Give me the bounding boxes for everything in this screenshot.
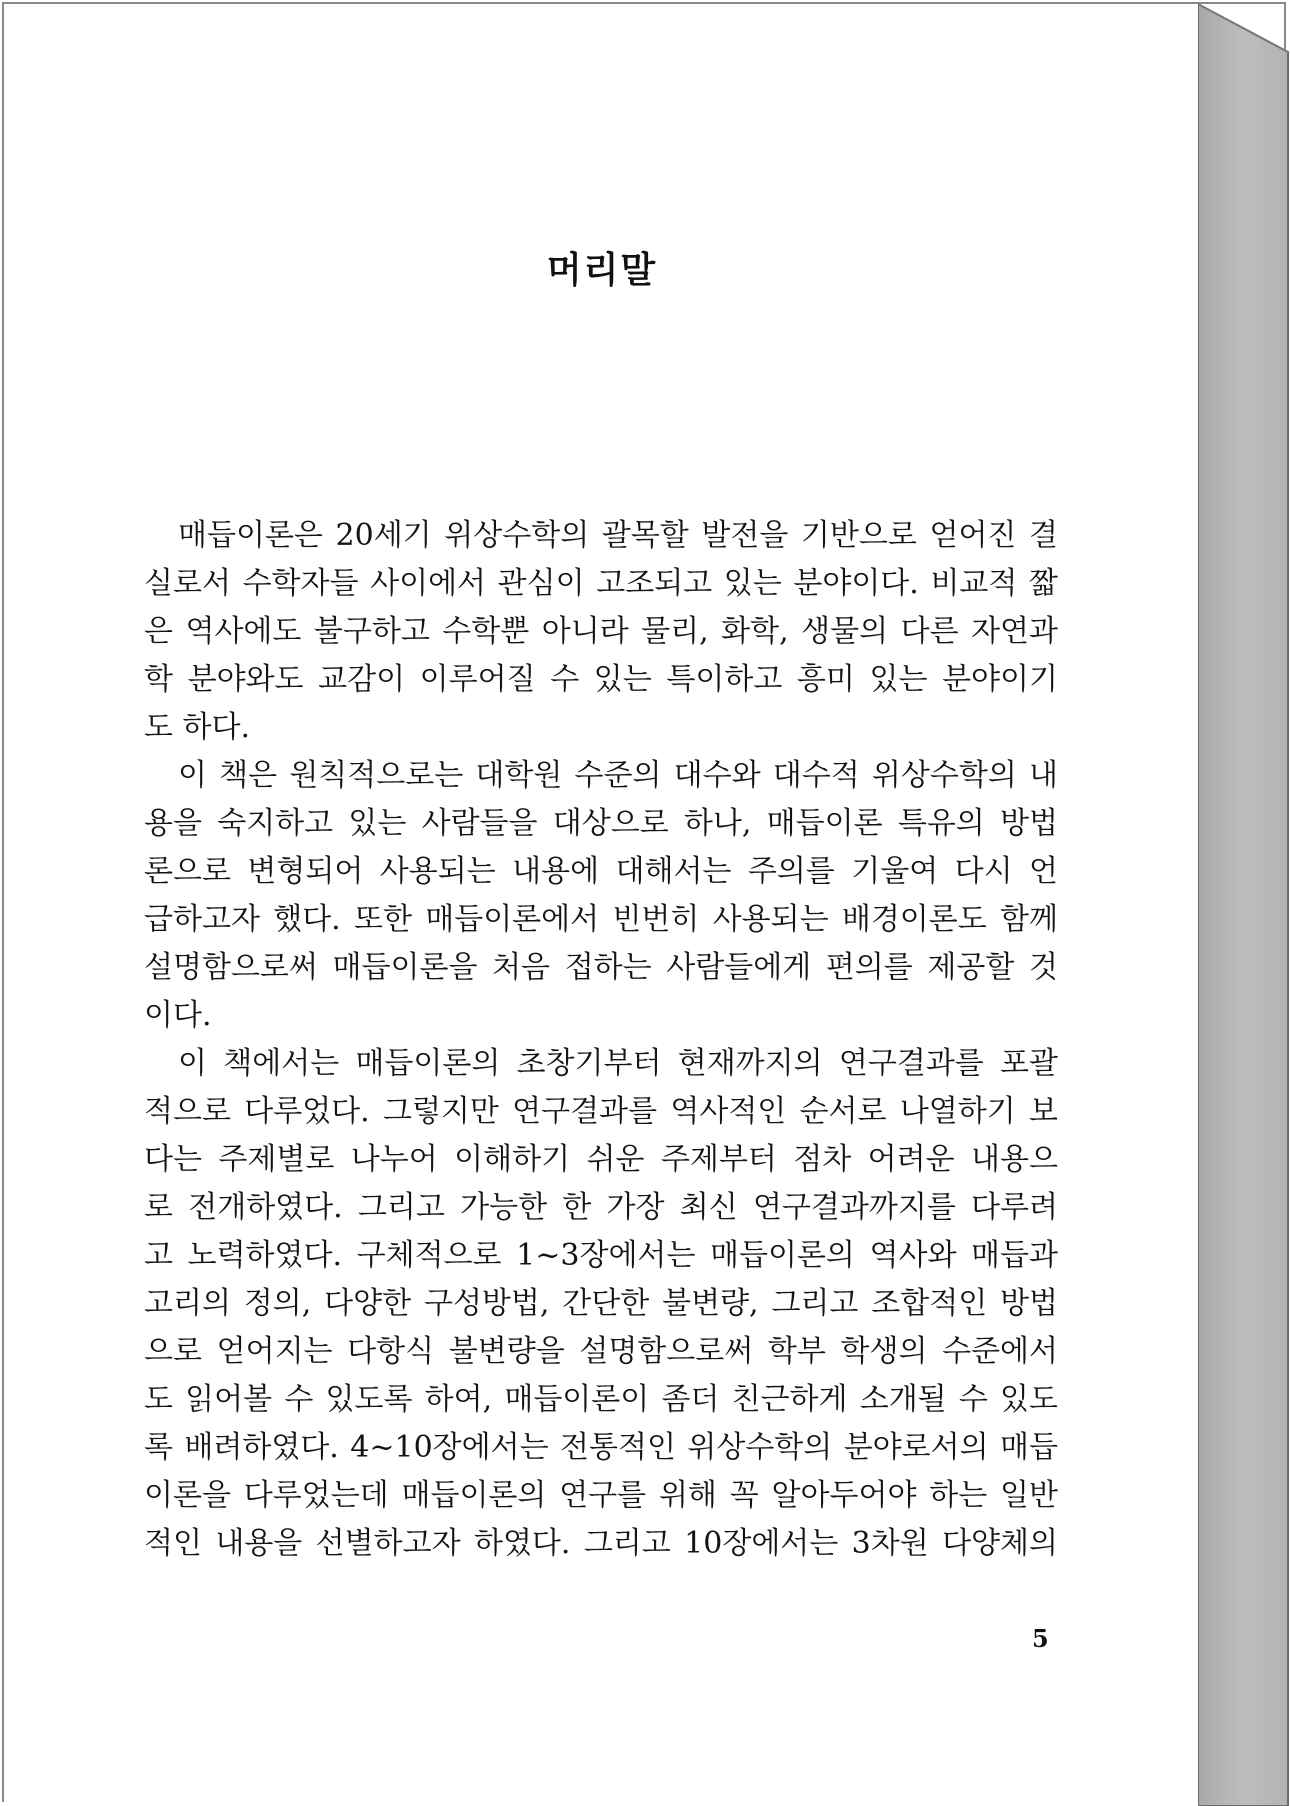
text-line: 은 역사에도 불구하고 수학뿐 아니라 물리, 화학, 생물의 다른 자연과	[144, 614, 1058, 649]
paragraph-2	[144, 752, 1058, 1040]
text-line: 로 전개하였다. 그리고 가능한 한 가장 최신 연구결과까지를 다루려	[144, 1190, 1058, 1225]
book-page	[4, 4, 1200, 1802]
text-line: 적인 내용을 선별하고자 하였다. 그리고 10장에서는 3차원 다양체의	[144, 1526, 1058, 1561]
text-line: 이 책에서는 매듭이론의 초창기부터 현재까지의 연구결과를 포괄	[178, 1046, 1058, 1081]
text-line: 설명함으로써 매듭이론을 처음 접하는 사람들에게 편의를 제공할 것	[144, 950, 1058, 985]
text-line: 이론을 다루었는데 매듭이론의 연구를 위해 꼭 알아두어야 하는 일반	[144, 1478, 1058, 1513]
text-line: 이다.	[144, 998, 212, 1033]
text-line: 용을 숙지하고 있는 사람들을 대상으로 하나, 매듭이론 특유의 방법	[144, 806, 1058, 841]
text-line: 다는 주제별로 나누어 이해하기 쉬운 주제부터 점차 어려운 내용으	[144, 1142, 1058, 1177]
text-line: 실로서 수학자들 사이에서 관심이 고조되고 있는 분야이다. 비교적 짧	[144, 566, 1058, 601]
book-edge	[1198, 0, 1290, 1806]
paragraph-3	[144, 1040, 1058, 1568]
text-line: 학 분야와도 교감이 이루어질 수 있는 특이하고 흥미 있는 분야이기	[144, 662, 1058, 697]
preface-body	[144, 512, 1058, 1568]
text-line: 도 읽어볼 수 있도록 하여, 매듭이론이 좀더 친근하게 소개될 수 있도	[144, 1382, 1058, 1417]
text-line: 고 노력하였다. 구체적으로 1~3장에서는 매듭이론의 역사와 매듭과	[144, 1238, 1058, 1273]
text-line: 으로 얻어지는 다항식 불변량을 설명함으로써 학부 학생의 수준에서	[144, 1334, 1058, 1369]
paragraph-1	[144, 512, 1058, 752]
text-line: 록 배려하였다. 4~10장에서는 전통적인 위상수학의 분야로서의 매듭	[144, 1430, 1058, 1465]
text-line: 도 하다.	[144, 710, 251, 745]
text-line: 이 책은 원칙적으로는 대학원 수준의 대수와 대수적 위상수학의 내	[178, 758, 1058, 793]
text-line: 적으로 다루었다. 그렇지만 연구결과를 역사적인 순서로 나열하기 보	[144, 1094, 1058, 1129]
text-line: 매듭이론은 20세기 위상수학의 괄목할 발전을 기반으로 얻어진 결	[178, 518, 1058, 553]
text-line: 고리의 정의, 다양한 구성방법, 간단한 불변량, 그리고 조합적인 방법	[144, 1286, 1058, 1321]
text-line: 급하고자 했다. 또한 매듭이론에서 빈번히 사용되는 배경이론도 함께	[144, 902, 1058, 937]
text-line: 론으로 변형되어 사용되는 내용에 대해서는 주의를 기울여 다시 언	[144, 854, 1058, 889]
page-number: 5	[1032, 1624, 1049, 1653]
page-title: 머리말	[546, 249, 658, 291]
